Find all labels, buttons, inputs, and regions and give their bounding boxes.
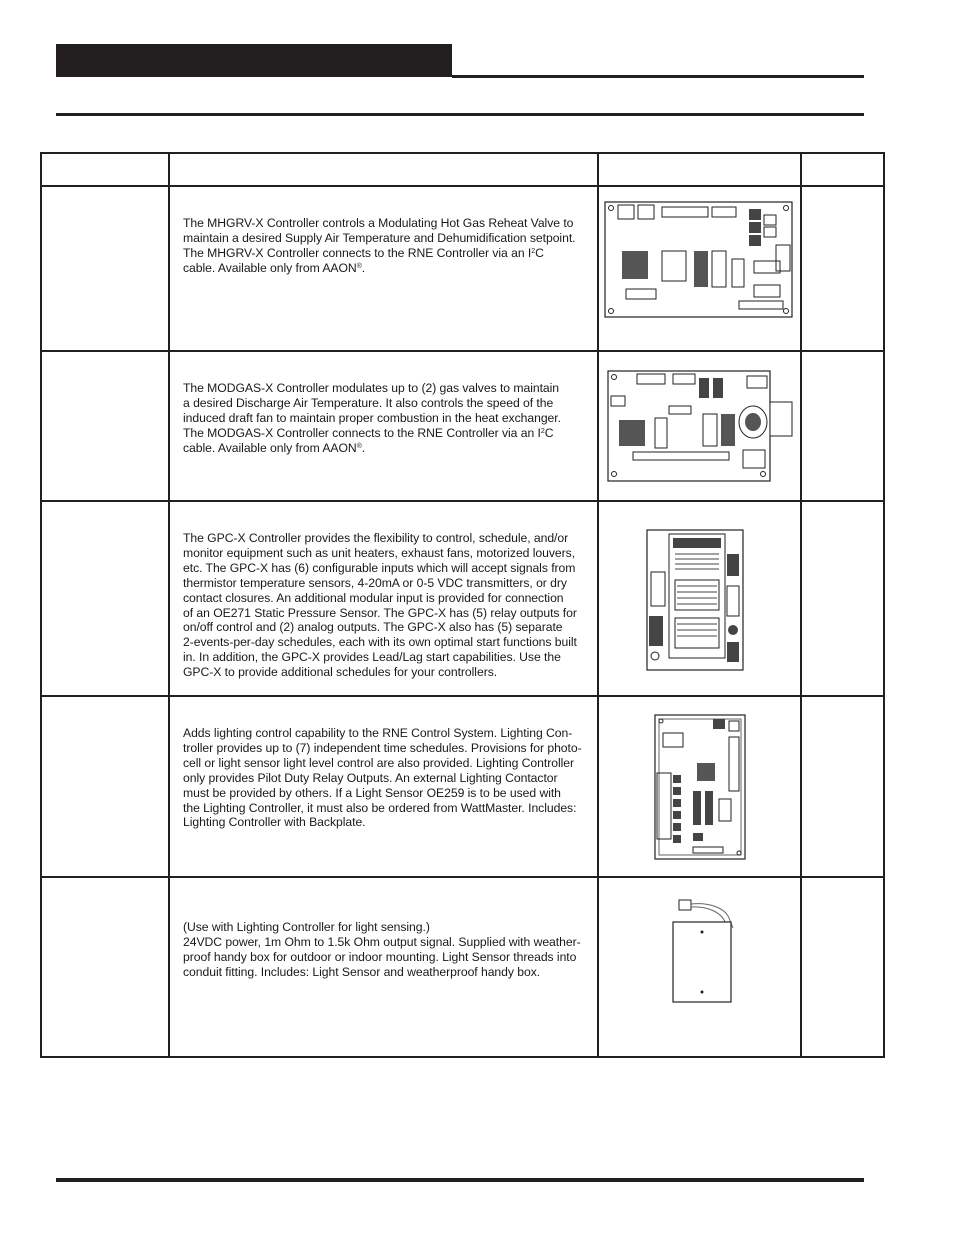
table-row	[41, 186, 884, 351]
description-cell	[169, 696, 598, 877]
description-line: maintain a desired Supply Air Temperature and Dehumidification setpoint.	[183, 230, 576, 245]
part-name-cell	[41, 696, 169, 877]
description-line: Lighting Controller with Backplate.	[183, 815, 366, 830]
part-number-cell	[801, 696, 884, 877]
modgas-board-image	[607, 370, 795, 482]
part-name-cell	[41, 351, 169, 501]
header-cell-part-number	[801, 153, 884, 186]
table-row	[41, 877, 884, 1057]
description-cell	[169, 186, 598, 351]
table-row	[41, 501, 884, 696]
image-cell	[598, 501, 801, 696]
description-line: on/off control and (2) analog outputs. The GPC-X also has (5) separate	[183, 620, 563, 635]
description-line: of an OE271 Static Pressure Sensor. The GPC-X has (5) relay outputs for	[183, 605, 577, 620]
image-cell	[598, 696, 801, 877]
description-line: 2-events-per-day schedules, each with its own optimal start functions built	[183, 635, 577, 650]
description-cell	[169, 501, 598, 696]
description-line: The GPC-X Controller provides the flexibility to control, schedule, and/or	[183, 531, 569, 545]
description-line: Adds lighting control capability to the RNE Control System. Lighting Con-	[183, 726, 573, 740]
part-name-cell	[41, 501, 169, 696]
part-number-cell	[801, 501, 884, 696]
description-line: The MODGAS-X Controller modulates up to (2) gas valves to maintain	[183, 381, 560, 395]
description-line: cable. Available only from AAON®.	[183, 440, 366, 455]
description-line: The MHGRV-X Controller connects to the RNE Controller via an $I^2C$	[183, 245, 544, 260]
image-cell	[598, 351, 801, 501]
table-header-row	[41, 153, 884, 186]
part-number-cell	[801, 186, 884, 351]
description-line: proof handy box for outdoor or indoor mounting. Light Sensor threads into	[183, 949, 577, 964]
description-line: cable. Available only from AAON®.	[183, 260, 366, 275]
description-line: cell or light sensor light level control are also provided. Lighting Controller	[183, 755, 574, 770]
description-line: must be provided by others. If a Light Sensor OE259 is to be used with	[183, 785, 561, 800]
footer-rule	[56, 1178, 864, 1182]
header-cell-description	[169, 153, 598, 186]
description-line: 24VDC power, 1m Ohm to 1.5k Ohm output signal. Supplied with weather-	[183, 934, 581, 949]
description-line: only provides Pilot Duty Relay Outputs. An external Lighting Contactor	[183, 770, 558, 785]
mhgrv-board-image	[604, 201, 793, 318]
description-line: etc. The GPC-X has (6) configurable inputs which will accept signals from	[183, 560, 576, 575]
lighting-controller-image	[653, 713, 747, 861]
header-bar	[56, 44, 452, 77]
description-line: troller provides up to (7) independent time schedules. Provisions for photo-	[183, 740, 582, 755]
header-cell-image	[598, 153, 801, 186]
table-row	[41, 696, 884, 877]
description-line: a desired Discharge Air Temperature. It also controls the speed of the	[183, 395, 554, 410]
description-cell	[169, 351, 598, 501]
header-rule	[452, 75, 864, 78]
section-rule	[56, 113, 864, 116]
image-cell	[598, 877, 801, 1057]
parts-table	[40, 152, 885, 1058]
header-cell-part	[41, 153, 169, 186]
description-line: monitor equipment such as unit heaters, exhaust fans, motorized louvers,	[183, 545, 576, 560]
description-line: contact closures. An additional modular input is provided for connection	[183, 590, 564, 605]
description-line: The MODGAS-X Controller connects to the RNE Controller via an $I^2C$	[183, 425, 554, 440]
part-number-cell	[801, 877, 884, 1057]
description-line: induced draft fan to maintain proper combustion in the heat exchanger.	[183, 410, 561, 425]
description-line: thermistor temperature sensors, 4-20mA or 0-5 VDC transmitters, or dry	[183, 575, 567, 590]
description-cell	[169, 877, 598, 1057]
description-line: in. In addition, the GPC-X provides Lead/Lag start capabilities. Use the	[183, 650, 561, 665]
part-name-cell	[41, 186, 169, 351]
gpc-board-image	[643, 526, 751, 674]
description-line: conduit fitting. Includes: Light Sensor and weatherproof handy box.	[183, 964, 541, 979]
table-row	[41, 351, 884, 501]
description-line: The MHGRV-X Controller controls a Modulating Hot Gas Reheat Valve to	[183, 216, 574, 230]
image-cell	[598, 186, 801, 351]
description-line: GPC-X to provide additional schedules for your controllers.	[183, 665, 498, 680]
part-name-cell	[41, 877, 169, 1057]
light-sensor-image	[669, 898, 749, 1004]
description-line: (Use with Lighting Controller for light sensing.)	[183, 920, 430, 934]
part-number-cell	[801, 351, 884, 501]
description-line: the Lighting Controller, it must also be ordered from WattMaster. Includes:	[183, 800, 577, 815]
